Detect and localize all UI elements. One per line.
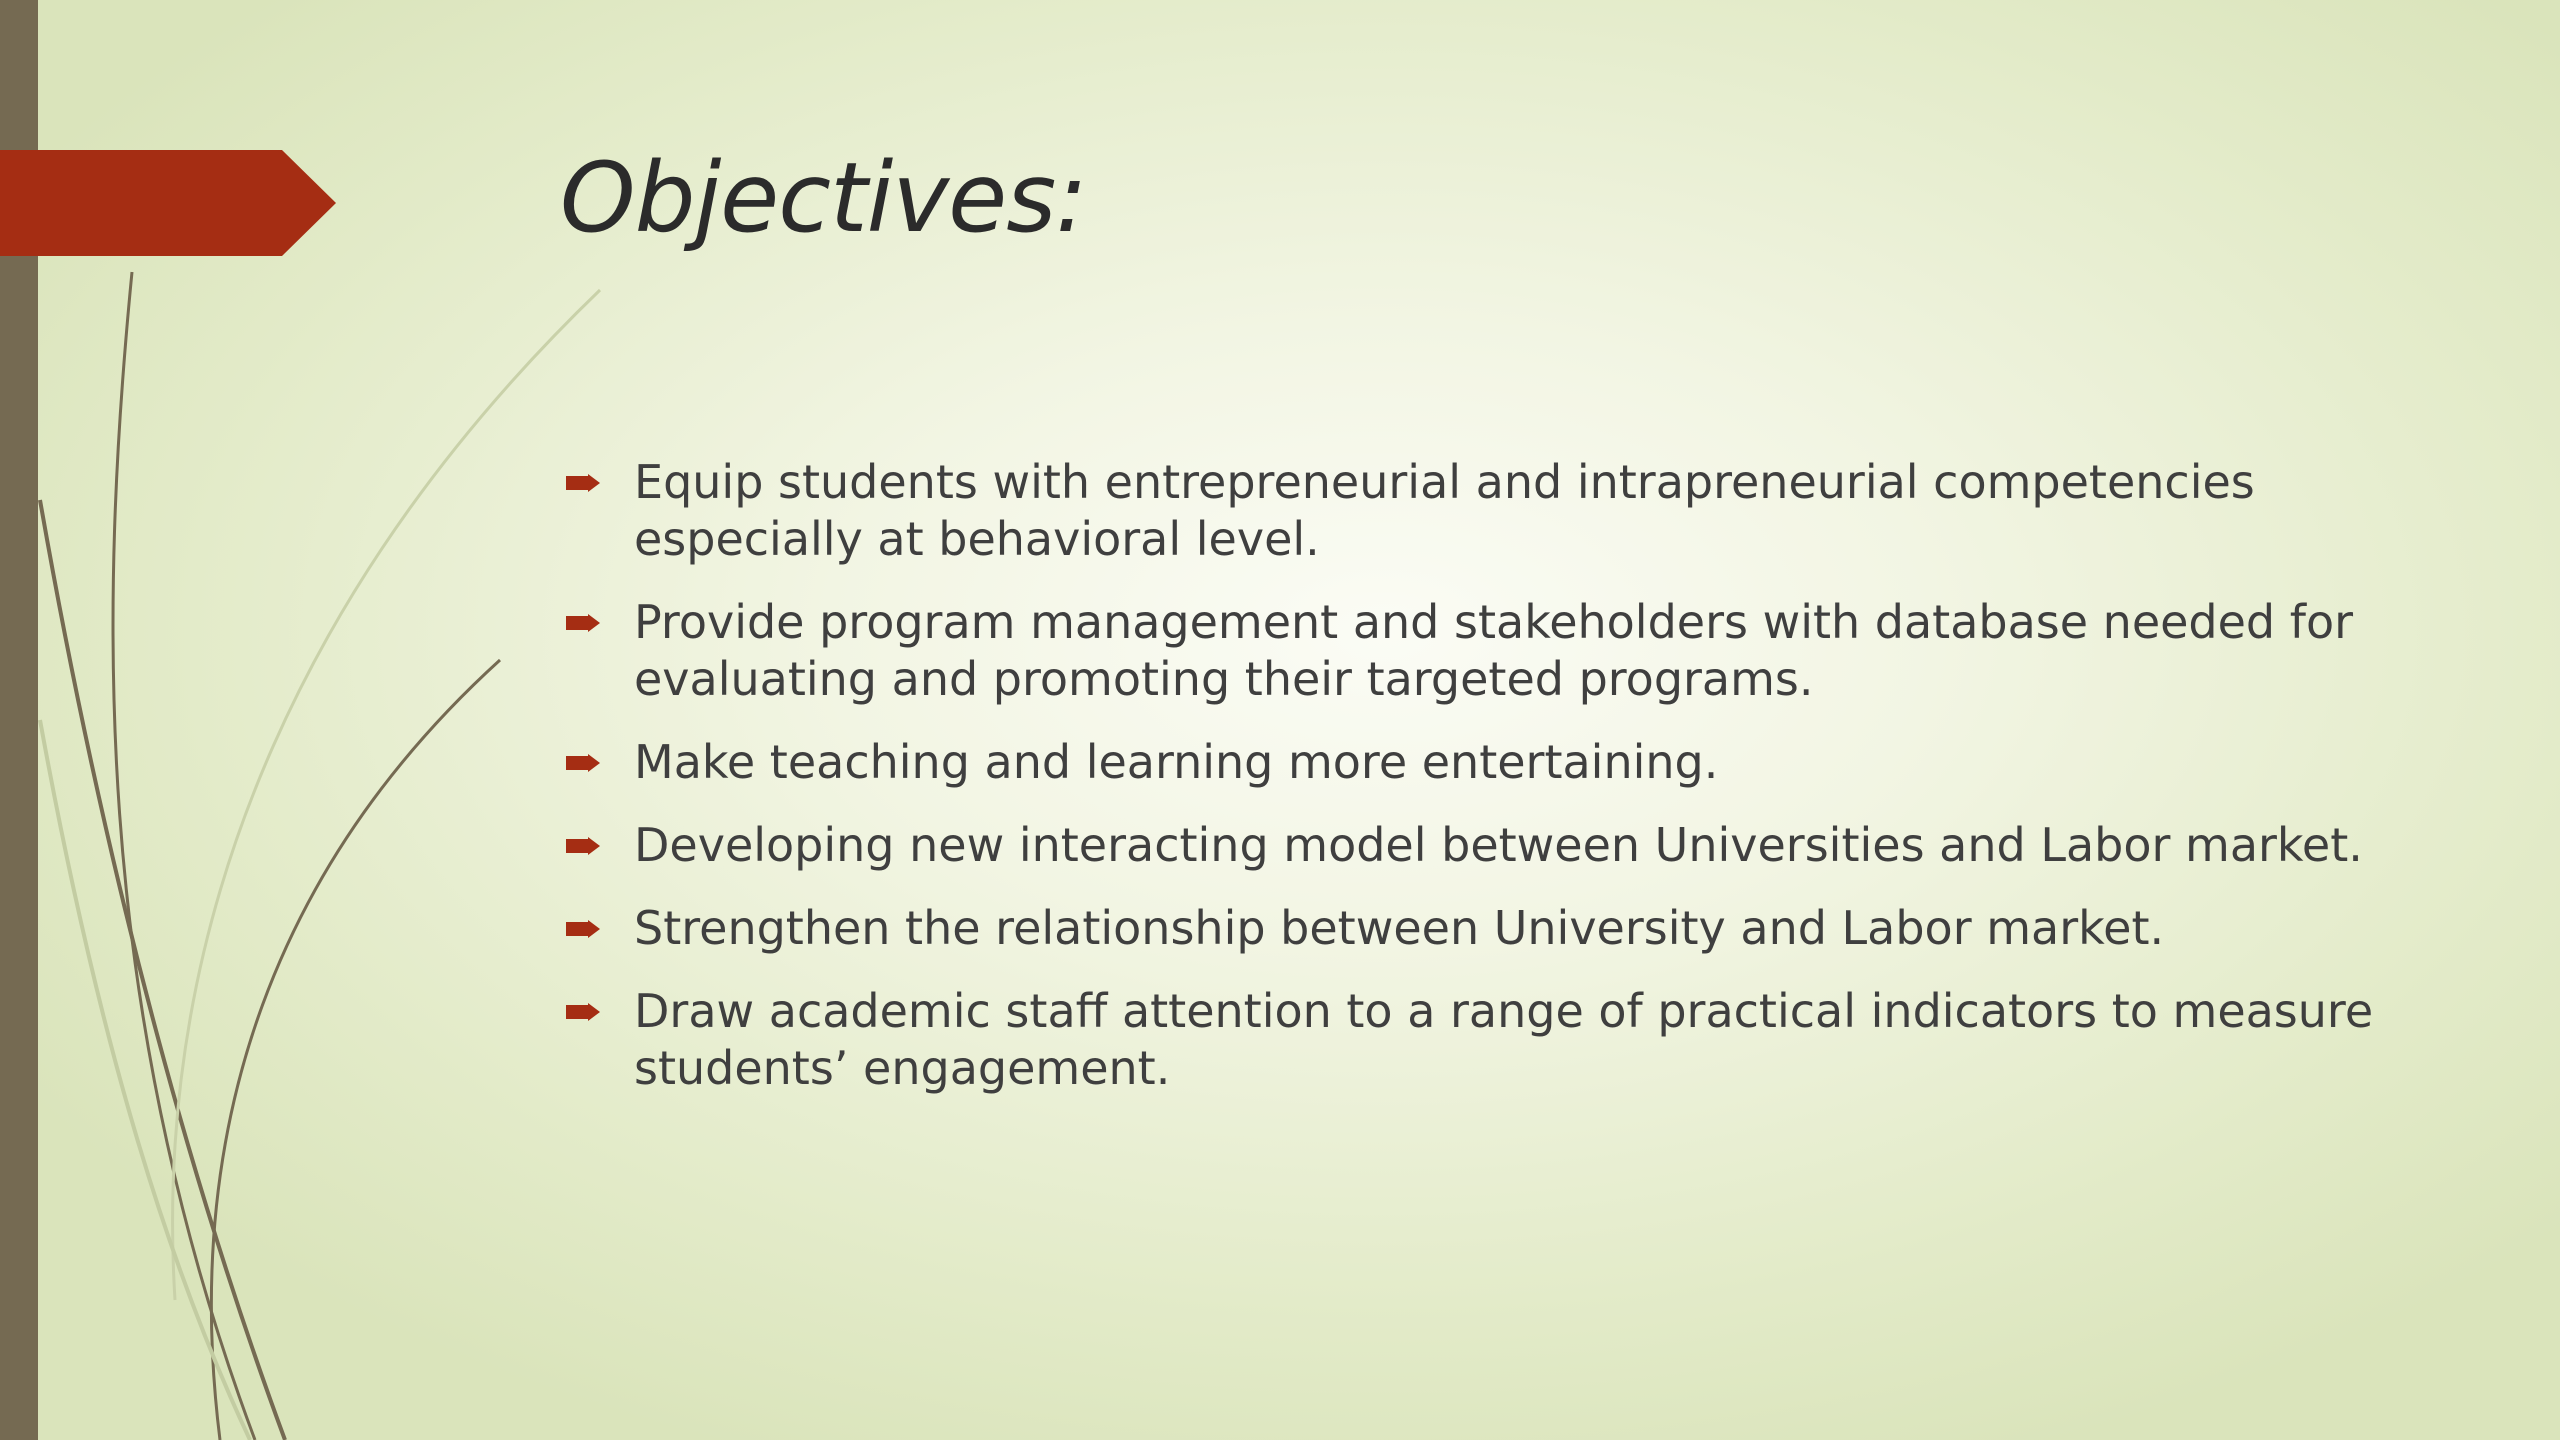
- bullet-text: Make teaching and learning more entertaining.: [634, 735, 1719, 789]
- title-accent-tab: [0, 150, 336, 256]
- bullet-text: Equip students with entrepreneurial and intrapreneurial competencies especially at behavioral level.: [634, 455, 2255, 566]
- list-item: [560, 817, 2400, 874]
- list-item: [560, 983, 2400, 1097]
- bullet-text: Developing new interacting model between Universities and Labor market.: [634, 818, 2363, 872]
- slide-title: Objectives:: [560, 142, 1087, 254]
- bullet-text: Draw academic staff attention to a range of practical indicators to measure students’ engagement.: [634, 984, 2374, 1095]
- list-item: [560, 900, 2400, 957]
- bullet-text: Strengthen the relationship between University and Labor market.: [634, 901, 2165, 955]
- list-item: [560, 734, 2400, 791]
- arrow-bullet-icon: [566, 754, 600, 772]
- arrow-bullet-icon: [566, 920, 600, 938]
- arrow-bullet-icon: [566, 837, 600, 855]
- arrow-bullet-icon: [566, 614, 600, 632]
- bullet-text: Provide program management and stakeholders with database needed for evaluating and promoting their targeted programs.: [634, 595, 2354, 706]
- arrow-bullet-icon: [566, 1003, 600, 1021]
- list-item: [560, 594, 2400, 708]
- list-item: [560, 454, 2400, 568]
- arrow-bullet-icon: [566, 474, 600, 492]
- objectives-list: [560, 454, 2400, 1123]
